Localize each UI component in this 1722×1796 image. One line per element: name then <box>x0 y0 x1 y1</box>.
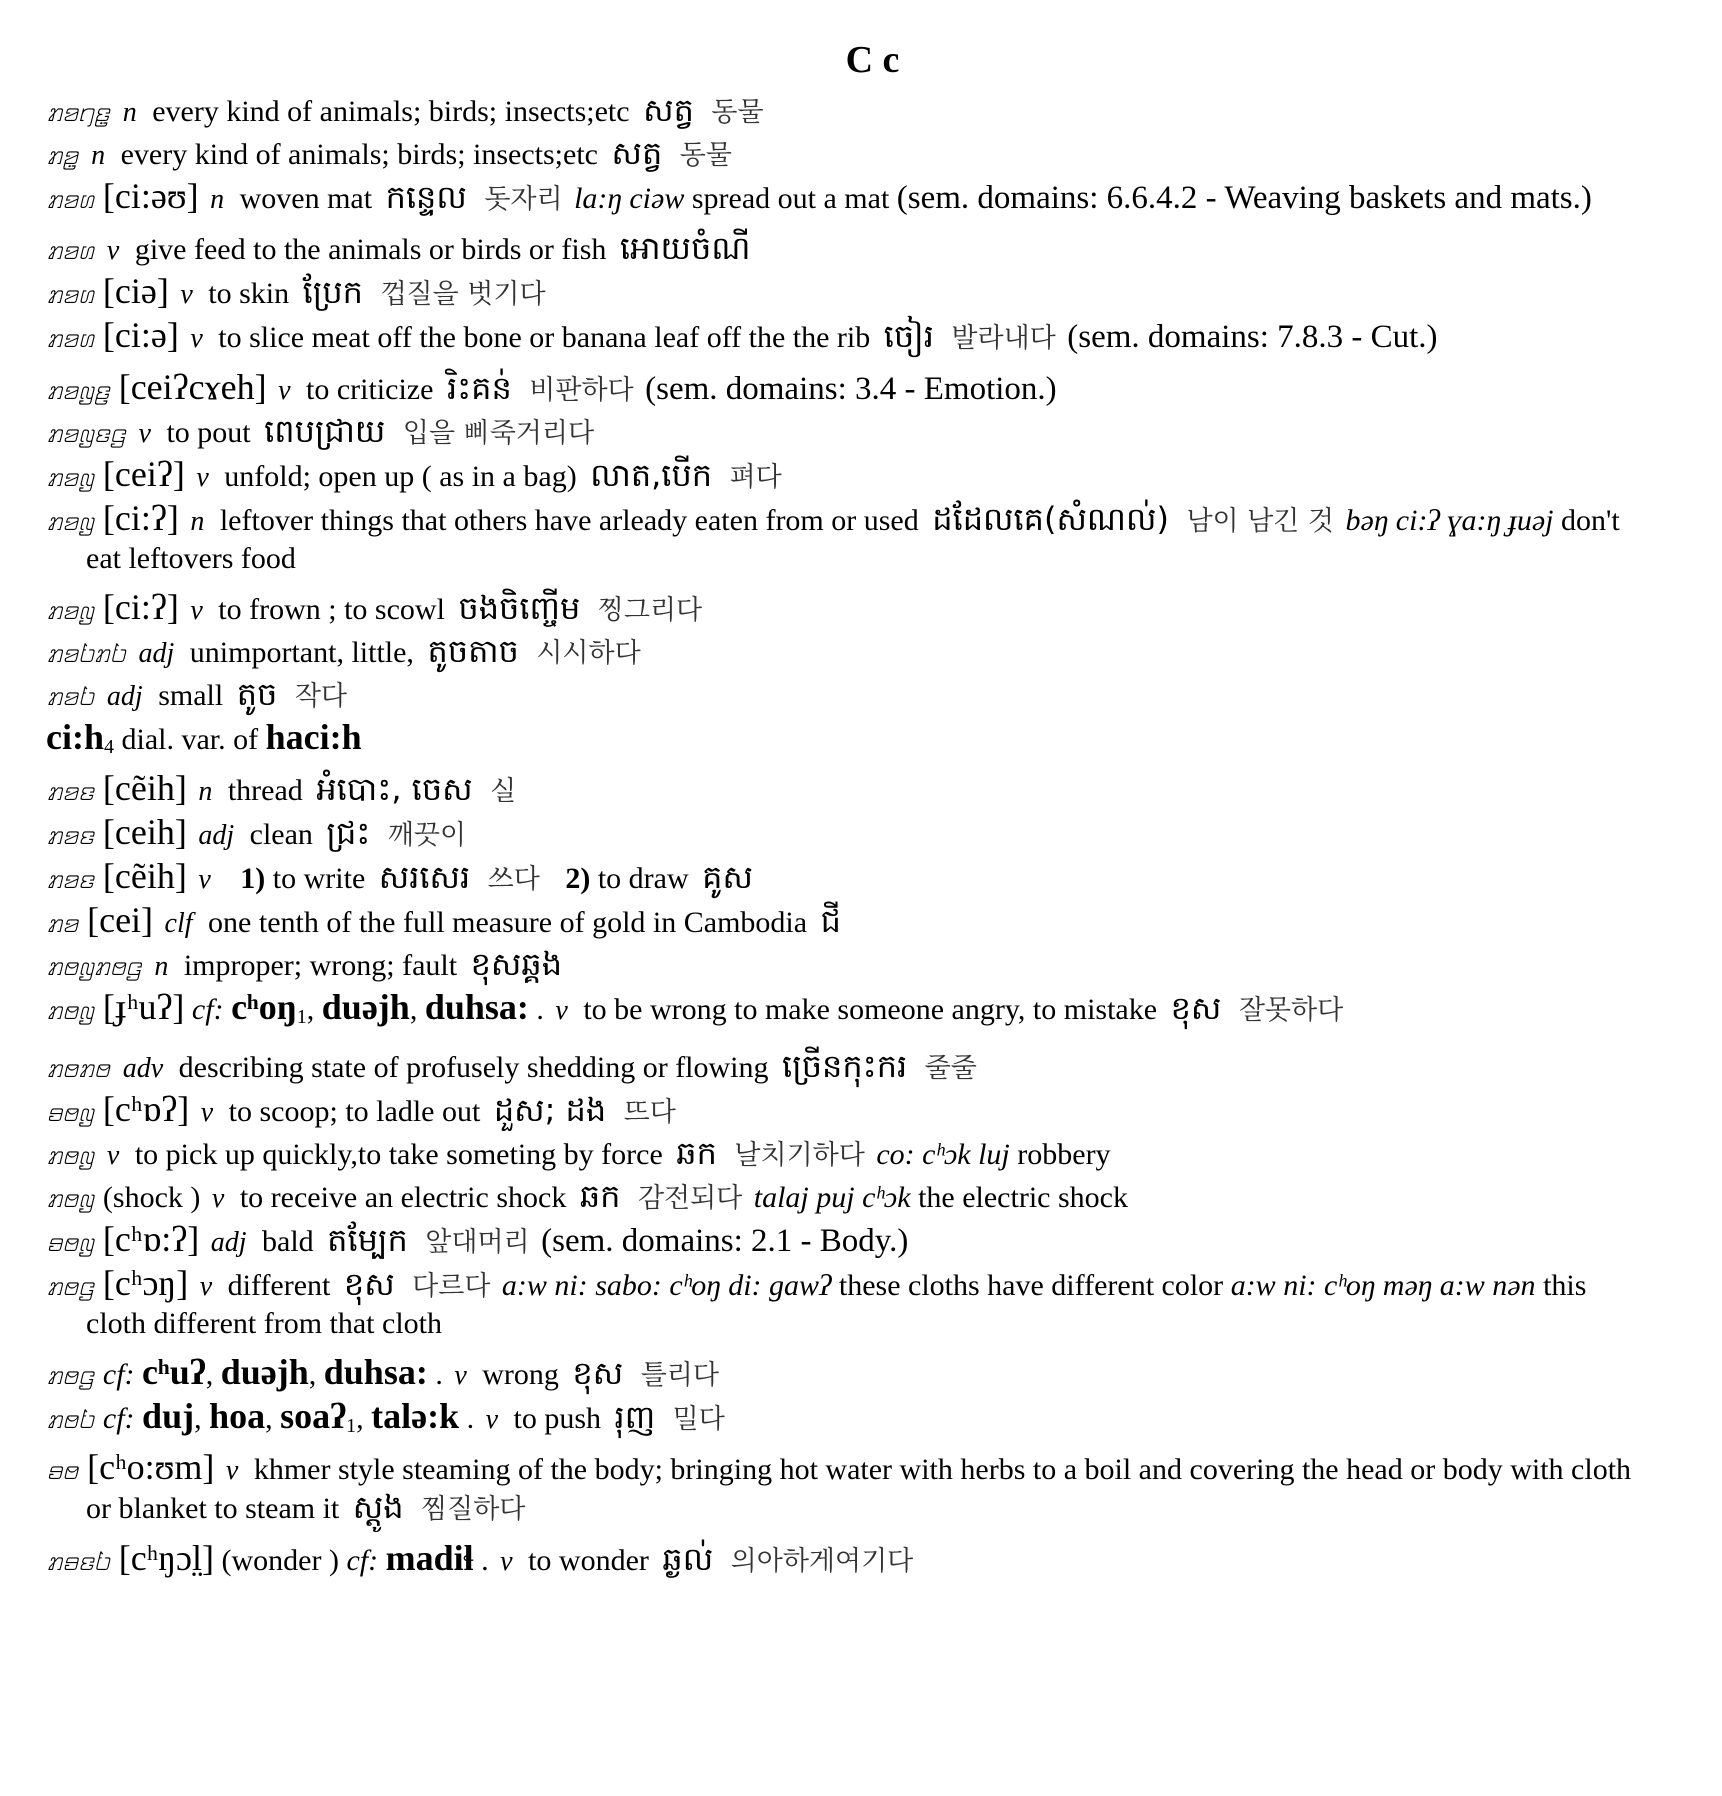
example-translation: this cloth different from that cloth <box>86 1269 1587 1340</box>
cross-reference-link[interactable]: cʰoŋ <box>231 987 297 1027</box>
example-translation: the electric shock <box>918 1181 1128 1214</box>
entry-24 <box>46 1221 1646 1261</box>
korean-gloss: 깨끗이 <box>387 820 467 851</box>
part-of-speech: v <box>196 462 209 493</box>
entry-4 <box>46 273 1646 313</box>
korean-gloss: 돗자리 <box>484 184 563 215</box>
headword: ꤊꤤꤜ <box>46 506 94 537</box>
homograph-number: 1 <box>296 1006 307 1028</box>
khmer-gloss: ចៀរ <box>883 317 934 355</box>
definition: to be wrong to make someone angry, to mistake <box>583 993 1158 1026</box>
semantic-domain: (sem. domains: 3.4 - Emotion.) <box>645 371 1057 407</box>
headword: ꤊꤥꤊꤥ <box>46 1053 110 1084</box>
definition: wrong <box>482 1358 559 1391</box>
entry-6 <box>46 369 1646 409</box>
definition: to wonder <box>528 1544 649 1577</box>
entry-8 <box>46 456 1646 496</box>
part-of-speech: adj <box>138 638 175 669</box>
cross-reference-link[interactable]: duhsa: <box>424 987 529 1027</box>
cross-reference-link[interactable]: duj <box>142 1396 195 1436</box>
headword: ꤊꤥꤜ <box>46 1183 94 1214</box>
cross-reference-link[interactable]: madiɬ <box>385 1538 474 1578</box>
khmer-gloss: ច្រើនកុះករ <box>782 1047 908 1085</box>
cross-reference-link[interactable]: cʰuʔ <box>142 1352 206 1392</box>
khmer-gloss: តម្បែក <box>327 1221 408 1259</box>
part-of-speech: v <box>199 1271 213 1302</box>
phonetic: [ciə] <box>102 271 169 311</box>
korean-gloss: 펴다 <box>729 462 782 493</box>
homograph-number: 4 <box>104 736 114 758</box>
headword: ꤋꤥꤜ <box>46 1097 94 1128</box>
entry-5 <box>46 317 1646 357</box>
definition: every kind of animals; birds; insects;etc <box>120 138 598 171</box>
headword: ꤊꤤꤢ <box>46 820 94 851</box>
headword: ꤊꤤꤚꤢ꤭ <box>46 97 110 128</box>
khmer-gloss: រិះគន់ <box>446 369 512 407</box>
phonetic: [ceih] <box>102 812 187 852</box>
headword: ꤊꤤꤜ <box>46 595 94 626</box>
headword: ꤊꤥꤜ <box>46 995 94 1026</box>
part-of-speech: v <box>278 375 291 406</box>
part-of-speech: v <box>138 418 151 449</box>
khmer-gloss: ជ្រះ <box>326 814 371 852</box>
khmer-gloss: ឆក <box>579 1177 621 1215</box>
headword: ꤊꤥꤞ <box>46 1360 94 1391</box>
khmer-gloss: កន្ទេល <box>385 178 467 216</box>
entry-25 <box>46 1265 1646 1342</box>
entry-28 <box>46 1449 1646 1528</box>
korean-gloss: 날치기하다 <box>734 1140 865 1171</box>
headword: ꤊꤤꤢ <box>46 864 94 895</box>
entry-15 <box>46 814 1646 854</box>
cross-reference-link[interactable]: duəjh <box>321 987 410 1027</box>
semantic-domain: (sem. domains: 7.8.3 - Cut.) <box>1067 319 1438 355</box>
entry-11 <box>46 633 1646 672</box>
definition: to write <box>272 862 366 895</box>
khmer-gloss: គូស <box>702 858 753 896</box>
sense-number: 1) <box>240 862 266 895</box>
definition: clean <box>249 818 313 851</box>
entry-26: ꤊꤥꤞ cf: cʰuʔ, duəjh, duhsa: . v wrong ខុស 틀리다 <box>46 1352 719 1392</box>
part-of-speech: v <box>180 279 193 310</box>
example-translation: robbery <box>1017 1138 1111 1171</box>
entry-23 <box>46 1178 1646 1217</box>
entry-10 <box>46 589 1646 629</box>
khmer-gloss: ពេបជ្រាយ <box>264 412 386 450</box>
definition: one tenth of the full measure of gold in Cambodia <box>208 906 808 939</box>
headword: ꤊꤤꤛ <box>46 323 94 354</box>
semantic-domain: (sem. domains: 2.1 - Body.) <box>541 1223 909 1259</box>
cross-reference-link[interactable]: hoa <box>209 1396 266 1436</box>
definition: thread <box>227 774 303 807</box>
khmer-gloss: ស្ដូង <box>352 1488 404 1526</box>
khmer-gloss: ដួស; ដង <box>493 1091 607 1129</box>
headword: ꤊꤤꤛ <box>46 279 94 310</box>
korean-gloss: 발라내다 <box>951 323 1056 354</box>
phonetic: [ɟʰuʔ] <box>102 987 185 1027</box>
cross-reference-link[interactable]: soaʔ <box>280 1396 347 1436</box>
entry-18 <box>46 946 1646 985</box>
phonetic: [cei] <box>87 900 154 940</box>
khmer-gloss: តូច <box>236 675 278 713</box>
definition: different <box>227 1269 331 1302</box>
headword: ꤊꤥꤝ <box>46 1404 94 1435</box>
part-of-speech: n <box>198 776 213 807</box>
phonetic: [ceiʔcɤeh] <box>118 367 267 407</box>
definition: describing state of profusely shedding or flowing <box>178 1051 769 1084</box>
headword: ꤊꤤ <box>46 908 78 939</box>
headword: ꤊꤤꤛ <box>46 184 94 215</box>
section-heading: C c <box>845 39 900 81</box>
phonetic: [ci:ə] <box>102 315 179 355</box>
khmer-gloss: ដដែលគេ(សំណល់) <box>932 500 1169 538</box>
headword-latin: ci:h <box>46 717 104 757</box>
korean-gloss: 실 <box>490 776 517 807</box>
definition: to slice meat off the bone or banana leaf off the the rib <box>218 321 871 354</box>
definition: to scoop; to ladle out <box>228 1095 481 1128</box>
entry-14 <box>46 770 1646 810</box>
example: talaj puj cʰɔk <box>753 1181 911 1214</box>
headword: ꤊꤥꤞ <box>46 1271 94 1302</box>
khmer-gloss: ខុស <box>572 1354 624 1392</box>
definition: to pout <box>166 416 251 449</box>
entry-list <box>46 92 1646 1584</box>
definition: unfold; open up ( as in a bag) <box>224 460 577 493</box>
entry-2 <box>46 178 1646 218</box>
entry-9 <box>46 500 1646 577</box>
phonetic: [cʰɒ:ʔ] <box>102 1219 200 1259</box>
korean-gloss: 동물 <box>679 140 732 171</box>
headword: ꤊꤤꤝ <box>46 681 94 712</box>
definition: to receive an electric shock <box>239 1181 567 1214</box>
headword: ꤊꤤꤜꤢꤞ <box>46 418 126 449</box>
khmer-gloss: អោយចំណី <box>619 229 751 267</box>
part-of-speech: v <box>485 1404 499 1435</box>
part-of-speech: v <box>198 864 211 895</box>
headword: ꤊꤋꤢꤝ <box>46 1546 110 1577</box>
korean-gloss: 남이 남긴 것 <box>1186 506 1335 537</box>
compare-label: cf: <box>102 1358 135 1391</box>
part-of-speech: n <box>210 184 225 215</box>
entry-27: ꤊꤥꤝ cf: duj, hoa, soaʔ$_1$, talə:k . v to push រុញ 밀다 <box>46 1396 725 1437</box>
headword: ꤊꤥꤜꤊꤥꤞ <box>46 951 141 982</box>
definition: woven mat <box>239 182 373 215</box>
cross-reference-link[interactable]: haci:h <box>265 717 362 757</box>
entry-12 <box>46 676 1646 715</box>
entry-22 <box>46 1135 1646 1174</box>
headword: ꤊꤥꤜ <box>46 1140 94 1171</box>
korean-gloss: 뜨다 <box>623 1097 676 1128</box>
headword: ꤊꤤꤜꤢ꤬ <box>46 375 110 406</box>
korean-gloss: 다르다 <box>412 1271 491 1302</box>
cross-reference-link[interactable]: duhsa: <box>323 1352 428 1392</box>
korean-gloss: 쓰다 <box>487 864 540 895</box>
definition: improper; wrong; fault <box>183 949 458 982</box>
headword: ꤊꤤ꤭ <box>46 140 78 171</box>
definition: small <box>158 679 224 712</box>
headword: ꤊꤤꤝꤊꤝ <box>46 638 126 669</box>
example-translation: spread out a mat <box>691 182 890 215</box>
headword: ꤋꤥ <box>46 1455 78 1486</box>
definition: to frown ; to scowl <box>218 593 445 626</box>
phonetic: [ci:əʊ] <box>102 176 199 216</box>
compare-label: cf: <box>191 993 224 1026</box>
khmer-gloss: ខុស <box>343 1265 395 1303</box>
phonetic: [cʰo:ʊm] <box>87 1447 215 1487</box>
example-translation: these cloths have different color <box>838 1269 1224 1302</box>
khmer-gloss: ចងចិញ្ចើម <box>458 589 581 627</box>
korean-gloss: 줄줄 <box>924 1053 977 1084</box>
korean-gloss: 찜질하다 <box>421 1494 526 1525</box>
part-of-speech: v <box>225 1455 239 1486</box>
part-of-speech: n <box>154 951 169 982</box>
korean-gloss: 밀다 <box>672 1404 725 1435</box>
korean-gloss: 작다 <box>294 681 347 712</box>
phonetic: [ci:ʔ] <box>102 587 179 627</box>
definition: to pick up quickly,to take someting by force <box>134 1138 663 1171</box>
phonetic: [cʰɔŋ] <box>102 1263 189 1303</box>
khmer-gloss: ឆក <box>676 1134 717 1172</box>
khmer-gloss: លាត,បើក <box>590 456 713 494</box>
khmer-gloss: សរសេរ <box>378 858 471 896</box>
khmer-gloss: សត្វ <box>643 91 694 129</box>
semantic-domain: (sem. domains: 6.6.4.2 - Weaving baskets and mats.) <box>896 180 1592 216</box>
definition: give feed to the animals or birds or fish <box>134 233 607 266</box>
cross-reference-link[interactable]: duəjh <box>220 1352 309 1392</box>
entry-20 <box>46 1048 1646 1087</box>
phonetic: [cẽih] <box>102 768 187 808</box>
khmer-gloss: តូចតាច <box>427 632 519 670</box>
part-of-speech: v <box>200 1097 214 1128</box>
phonetic: [cẽih] <box>102 856 187 896</box>
entry-16 <box>46 858 1646 898</box>
english-hint: (wonder ) <box>221 1544 339 1577</box>
entry-3 <box>46 230 1646 269</box>
headword: ꤋꤥꤜ <box>46 1227 94 1258</box>
definition: to push <box>513 1402 602 1435</box>
example: a:w ni: sabo: cʰoŋ di: gawʔ <box>501 1269 832 1302</box>
homograph-number: 1 <box>346 1415 357 1437</box>
part-of-speech: adj <box>210 1227 247 1258</box>
part-of-speech: v <box>190 323 203 354</box>
part-of-speech: n <box>190 506 205 537</box>
entry-1 <box>46 135 1646 174</box>
khmer-gloss: អំបោះ, ចេស <box>316 770 473 808</box>
part-of-speech: n <box>122 97 137 128</box>
definition: unimportant, little, <box>189 636 414 669</box>
korean-gloss: 입을 삐죽거리다 <box>402 418 595 449</box>
part-of-speech: n <box>91 140 106 171</box>
khmer-gloss: ខុសឆ្គង <box>470 945 562 983</box>
entry-7 <box>46 413 1646 452</box>
part-of-speech: adj <box>198 820 235 851</box>
korean-gloss: 비판하다 <box>529 375 634 406</box>
definition: dial. var. of <box>121 723 259 756</box>
khmer-gloss: ឆ្ងល់ <box>662 1540 714 1578</box>
part-of-speech: adv <box>122 1053 164 1084</box>
entry-0 <box>46 92 1646 131</box>
part-of-speech: v <box>211 1183 225 1214</box>
entry-29: ꤊꤋꤢꤝ [cʰŋɔl̤] (wonder ) cf: madiɬ . v to wonder ឆ្ងល់ 의아하게여기다 <box>46 1538 914 1578</box>
phonetic: [ceiʔ] <box>102 454 185 494</box>
korean-gloss: 잘못하다 <box>1238 995 1344 1026</box>
khmer-gloss: ខុស <box>1170 989 1222 1027</box>
korean-gloss: 껍질을 벗기다 <box>380 279 546 310</box>
korean-gloss: 동물 <box>711 97 764 128</box>
headword: ꤊꤤꤢ <box>46 776 94 807</box>
part-of-speech: v <box>500 1546 513 1577</box>
example-translation: don't eat leftovers food <box>86 504 1620 575</box>
korean-gloss: 찡그리다 <box>597 595 703 626</box>
definition: to draw <box>597 862 689 895</box>
headword: ꤊꤤꤛ <box>46 235 94 266</box>
khmer-gloss: ជី <box>820 902 841 940</box>
phonetic: [ci:ʔ] <box>102 498 179 538</box>
sense-number: 2) <box>565 862 591 895</box>
part-of-speech: adj <box>106 681 143 712</box>
phonetic: [cʰŋɔl̤] <box>118 1538 215 1578</box>
example: bəŋ ci:ʔ ɣa:ŋ ɟuəj <box>1345 504 1554 537</box>
entry-17 <box>46 902 1646 942</box>
entry-21 <box>46 1091 1646 1131</box>
cross-reference-link[interactable]: talə:k <box>371 1396 460 1436</box>
khmer-gloss: ប្រែក <box>302 273 363 311</box>
definition: bald <box>262 1225 314 1258</box>
part-of-speech: v <box>106 1140 120 1171</box>
part-of-speech: v <box>555 995 568 1026</box>
definition: every kind of animals; birds; insects;etc <box>152 95 630 128</box>
korean-gloss: 감전되다 <box>637 1183 743 1214</box>
example: la:ŋ ciəw <box>574 182 685 215</box>
part-of-speech: v <box>454 1360 467 1391</box>
example: a:w ni: cʰoŋ məŋ a:w nən <box>1230 1269 1536 1302</box>
khmer-gloss: រុញ <box>614 1398 656 1436</box>
english-hint: (shock ) <box>102 1181 201 1214</box>
korean-gloss: 앞대머리 <box>425 1227 530 1258</box>
korean-gloss: 의아하게여기다 <box>730 1546 914 1577</box>
definition: to criticize <box>306 373 434 406</box>
definition: leftover things that others have arleady eaten from or used <box>219 504 919 537</box>
entry-19: ꤊꤥꤜ [ɟʰuʔ] cf: cʰoŋ$_1$, duəjh, duhsa: . v to be wrong to make someone angry, to mistake ខុស 잘못하다 <box>46 987 1344 1028</box>
example: co: cʰɔk luj <box>876 1138 1010 1171</box>
part-of-speech: v <box>106 235 120 266</box>
entry-13 <box>46 719 1646 766</box>
compare-label: cf: <box>346 1544 379 1577</box>
compare-label: cf: <box>102 1402 135 1435</box>
phonetic: [cʰɒʔ] <box>102 1089 190 1129</box>
khmer-gloss: សត្វ <box>611 134 663 172</box>
headword: ꤊꤤꤜ <box>46 462 94 493</box>
korean-gloss: 틀리다 <box>640 1360 719 1391</box>
part-of-speech: clf <box>164 908 193 939</box>
korean-gloss: 시시하다 <box>536 638 641 669</box>
definition: to skin <box>208 277 290 310</box>
part-of-speech: v <box>190 595 203 626</box>
definition: khmer style steaming of the body; bringing hot water with herbs to a boil and covering the head or body with cloth or blanket to steam it <box>86 1453 1632 1525</box>
